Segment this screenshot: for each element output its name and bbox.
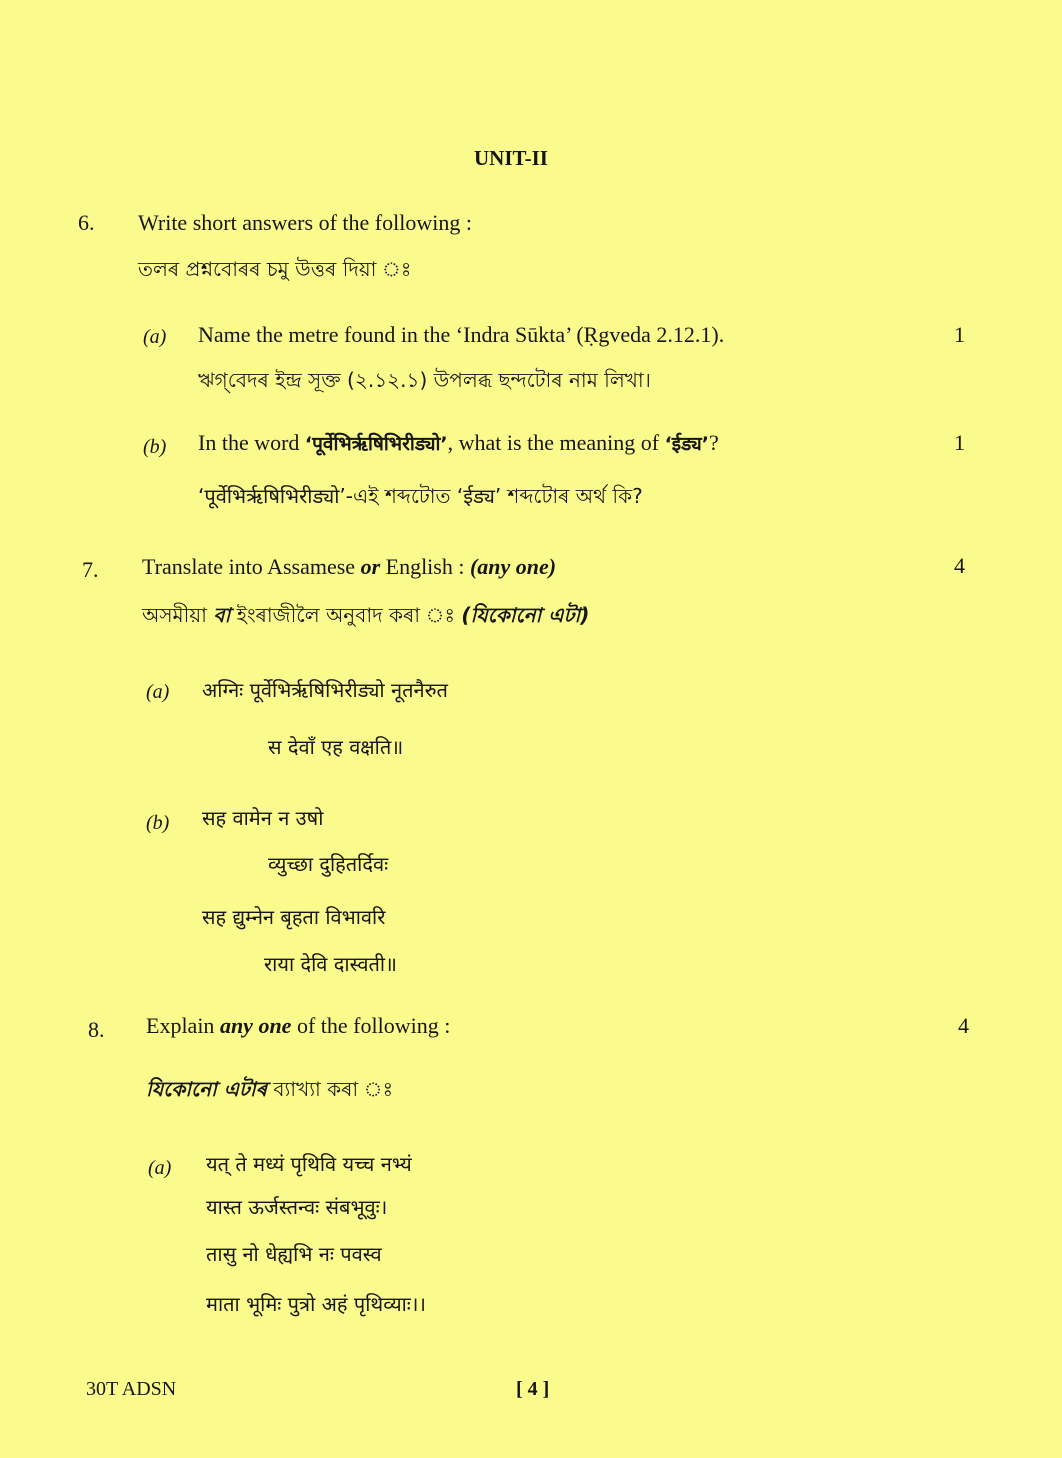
sub-label: (a) — [148, 1157, 172, 1179]
text-part: any one — [219, 1013, 292, 1038]
sub-text-as: ঋগ্‌বেদৰ ইন্দ্ৰ সূক্ত (২.১২.১) উপলব্ধ ছন্দটোৰ নাম লিখা। — [198, 368, 651, 392]
sub-label: (a) — [146, 681, 170, 703]
text-part: (any one) — [469, 554, 557, 579]
question-title-as: তলৰ প্ৰশ্নবোৰৰ চমু উত্তৰ দিয়া ঃ — [138, 257, 412, 281]
question-number: 6. — [78, 210, 95, 235]
question-title-en — [146, 1013, 450, 1039]
text-part: ? — [708, 430, 719, 455]
text-part: or — [360, 554, 381, 579]
verse-line: यास्त ऊर्जस्तन्वः संबभूवुः। — [206, 1195, 388, 1219]
verse-line: राया देवि दास्वती॥ — [264, 952, 398, 976]
verse-line: तासु नो धेह्यभि नः पवस्व — [206, 1242, 382, 1266]
paper-code: 30T ADSN — [86, 1378, 177, 1400]
marks: 1 — [954, 322, 965, 347]
verse-line: सह वामेन न उषो — [202, 806, 324, 830]
text-part: Translate into Assamese — [142, 554, 361, 579]
text-part: , what is the meaning of — [447, 430, 665, 455]
verse-line: माता भूमिः पुत्रो अहं पृथिव्याः।। — [206, 1292, 427, 1316]
verse-line: व्युच्छा दुहितर्दिवः — [268, 852, 389, 876]
question-title-en — [142, 554, 556, 580]
sub-label: (a) — [143, 326, 167, 348]
text-part: ব্যাখ্যা কৰা ঃ — [266, 1077, 394, 1101]
page-number: [ 4 ] — [516, 1378, 550, 1400]
question-title-en: Write short answers of the following : — [138, 210, 472, 235]
sanskrit-word: ‘पूर्वेभिर्ऋषिभिरीड्यो’ — [304, 433, 448, 455]
sub-text-en: Name the metre found in the ‘Indra Sūkta’ (Ṛgveda 2.12.1). — [198, 322, 725, 347]
text-part: অসমীয়া — [142, 603, 214, 627]
marks: 4 — [954, 553, 965, 578]
verse-line: स देवाँ एह वक्षति॥ — [268, 735, 404, 759]
question-number: 7. — [82, 557, 99, 582]
sub-text-as: ‘पूर्वेभिर्ऋषिभिरीड्यो’-এই শব্দটোত ‘ईड्य’ শব্দটোৰ অৰ্থ কি? — [198, 484, 643, 508]
marks: 1 — [954, 430, 965, 455]
text-part: English : — [380, 554, 470, 579]
text-part: of the following : — [291, 1013, 451, 1038]
text-part: (যিকোনো এটা) — [461, 603, 590, 627]
question-number: 8. — [88, 1017, 105, 1042]
text-part: বা — [213, 603, 231, 627]
sanskrit-word: ‘ईड्य’ — [664, 433, 709, 455]
sub-text-en — [198, 430, 719, 456]
verse-line: यत् ते मध्यं पृथिवि यच्च नभ्यं — [206, 1152, 412, 1176]
text-part: Explain — [146, 1013, 220, 1038]
question-title-as — [142, 601, 589, 634]
unit-heading: UNIT-II — [474, 146, 548, 170]
sub-label: (b) — [146, 812, 170, 834]
text-part: ইংৰাজীলৈ অনুবাদ কৰা ঃ — [230, 603, 462, 627]
question-title-as — [146, 1075, 393, 1108]
verse-line: सह द्युम्नेन बृहता विभावरि — [202, 905, 386, 929]
verse-line: अग्निः पूर्वेभिर्ऋषिभिरीड्यो नूतनैरुत — [202, 678, 448, 702]
text-part: In the word — [198, 430, 305, 455]
sub-label: (b) — [143, 436, 167, 458]
marks: 4 — [958, 1013, 969, 1038]
text-part: যিকোনো এটাৰ — [146, 1077, 267, 1101]
